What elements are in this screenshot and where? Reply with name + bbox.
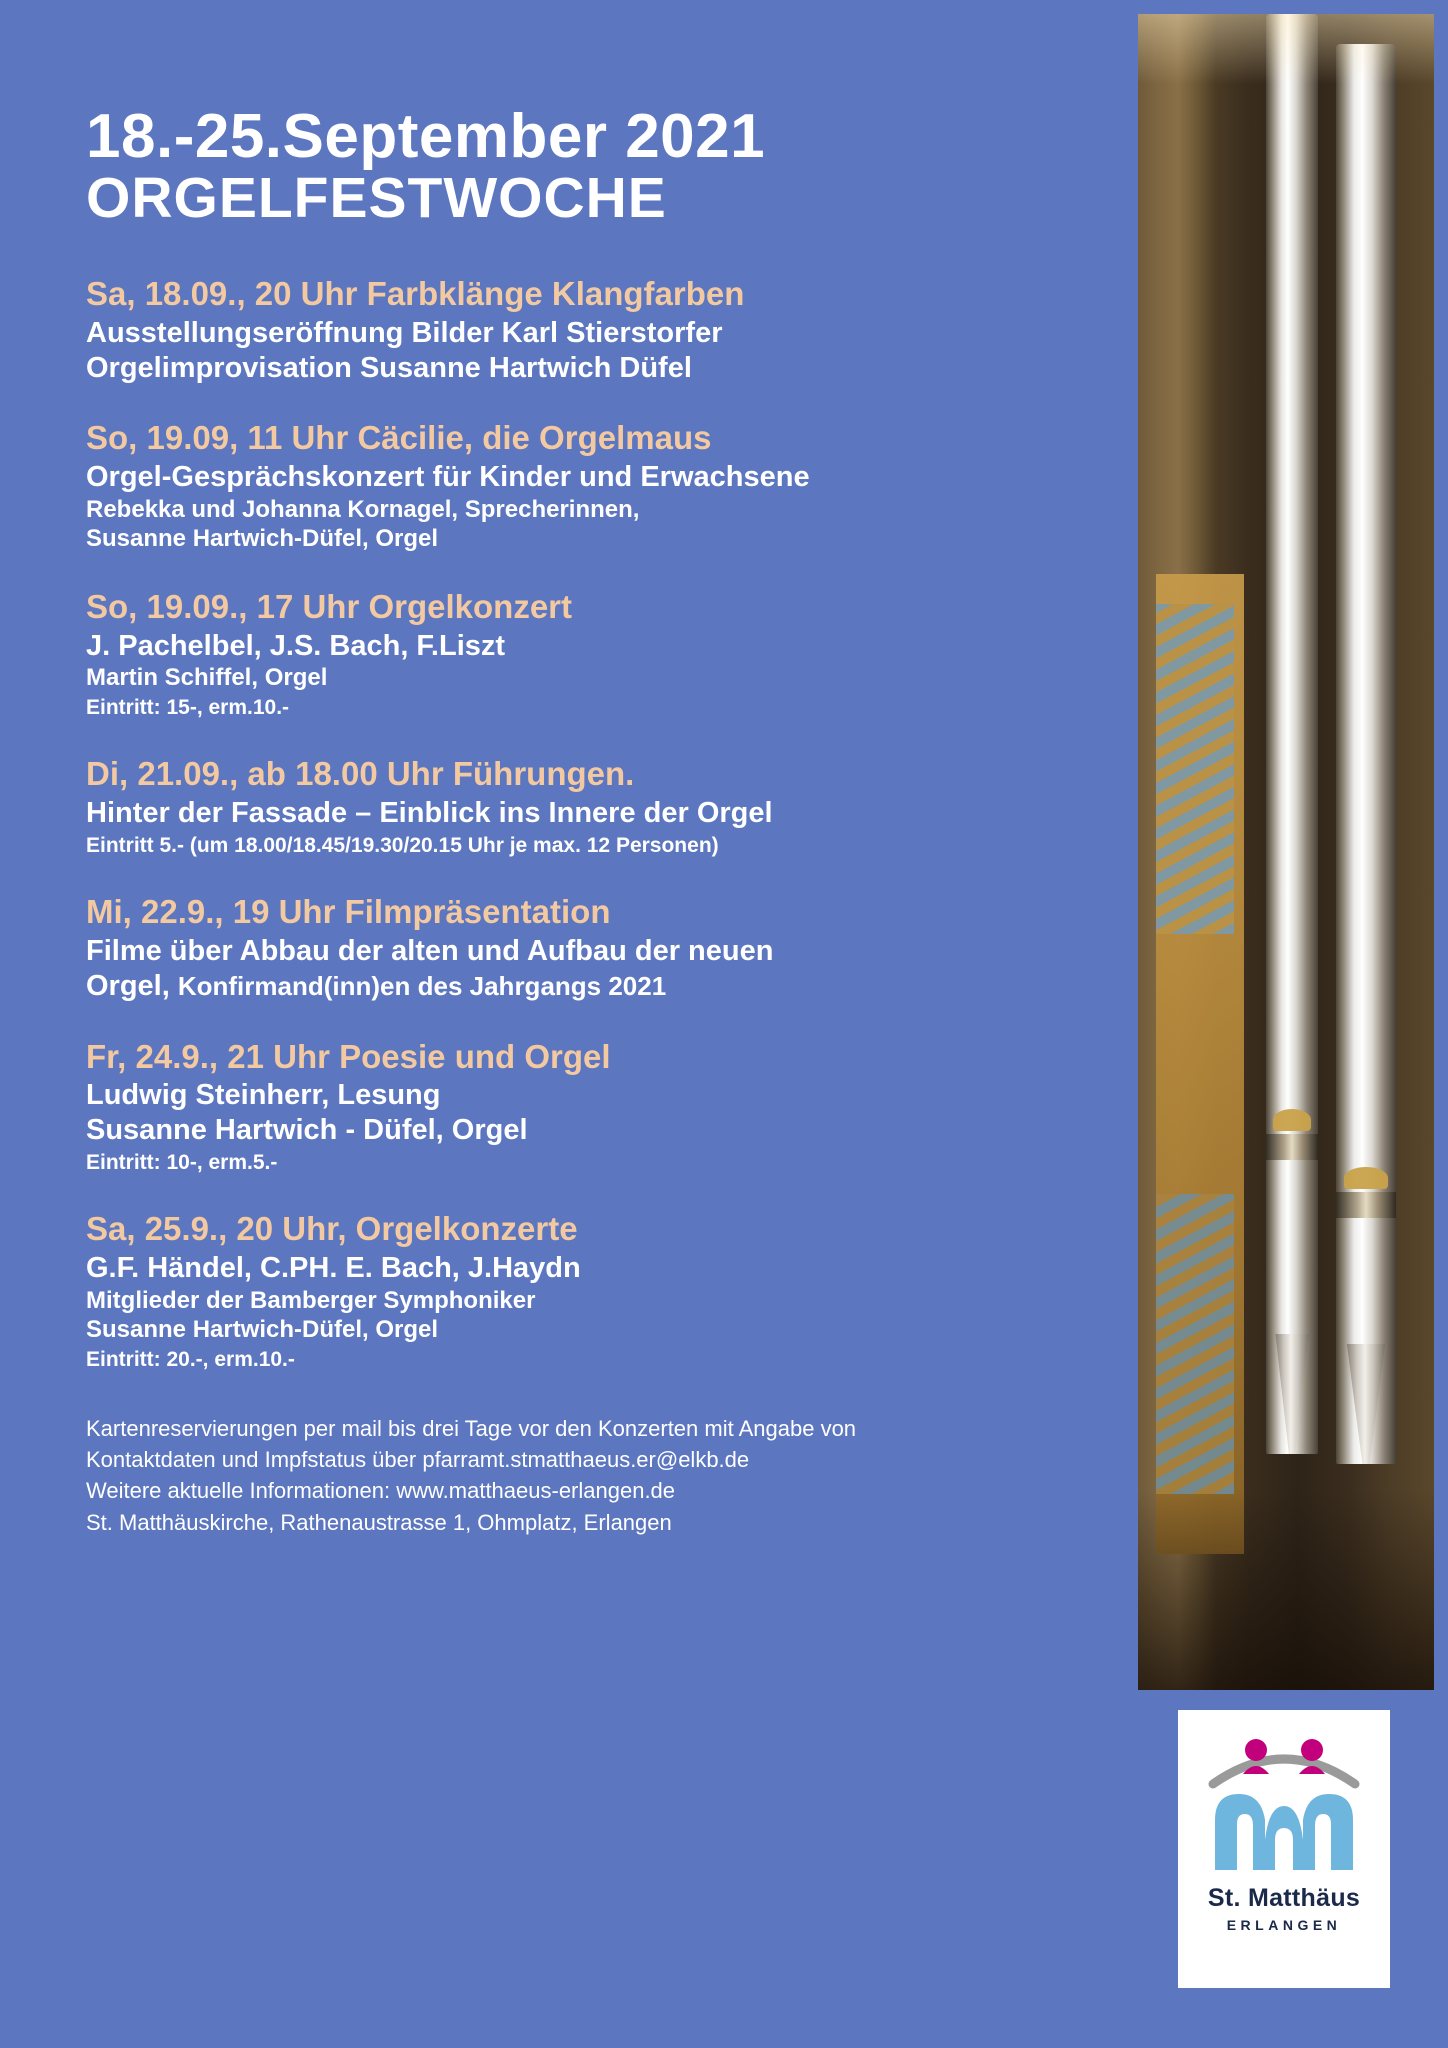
title-line-1: 18.-25.September 2021 [86, 102, 766, 171]
event-price: Eintritt: 15-, erm.10.- [86, 695, 290, 719]
matthaeus-logo-icon [1199, 1728, 1369, 1878]
event-item [86, 275, 1116, 386]
event-item [86, 1210, 1116, 1373]
event-price: Eintritt 5.- (um 18.00/18.45/19.30/20.15 Uhr je max. 12 Personen) [86, 833, 719, 857]
event-heading: Sa, 18.09., 20 Uhr Farbklänge Klangfarben [86, 274, 745, 312]
photo-top-highlight [1138, 14, 1434, 84]
event-item [86, 588, 1116, 721]
event-price: Eintritt: 10-, erm.5.- [86, 1151, 278, 1175]
photo-bottom-shadow [1138, 1490, 1434, 1690]
church-logo [1178, 1710, 1390, 1988]
event-performer-line: Mitglieder der Bamberger Symphoniker [86, 1287, 536, 1315]
organ-pipe-mouth [1344, 1167, 1387, 1189]
footer-info [86, 1413, 1116, 1538]
organ-pipe-right [1336, 44, 1396, 1464]
event-heading: Di, 21.09., ab 18.00 Uhr Führungen. [86, 754, 635, 792]
photo-patterned-panel-upper [1156, 604, 1234, 934]
photo-patterned-panel-lower [1156, 1194, 1234, 1494]
event-item [86, 755, 1116, 859]
event-item [86, 893, 1116, 1004]
event-detail-segment-secondary: Konfirmand(inn)en des Jahrgangs 2021 [177, 970, 667, 1001]
event-heading: Sa, 25.9., 20 Uhr, Orgelkonzerte [86, 1210, 578, 1248]
event-detail-segment: Orgel, [86, 969, 178, 1002]
organ-pipe-band [1266, 1134, 1318, 1160]
event-heading: So, 19.09., 17 Uhr Orgelkonzert [86, 587, 573, 625]
event-detail-line: G.F. Händel, C.PH. E. Bach, J.Haydn [86, 1252, 581, 1285]
event-detail-line: Ausstellungseröffnung Bilder Karl Stierstorfer [86, 316, 723, 349]
footer-line: Kartenreservierungen per mail bis drei Tage vor den Konzerten mit Angabe von [86, 1415, 857, 1441]
footer-line-website: Weitere aktuelle Informationen: www.matthaeus-erlangen.de [86, 1478, 676, 1504]
event-detail-line: Filme über Abbau der alten und Aufbau der neuen [86, 934, 774, 967]
event-performer-line: Rebekka und Johanna Kornagel, Sprecherinnen, [86, 496, 640, 524]
event-price: Eintritt: 20.-, erm.10.- [86, 1347, 295, 1371]
event-detail-line [86, 969, 1116, 1004]
footer-line-address: St. Matthäuskirche, Rathenaustrasse 1, Ohmplatz, Erlangen [86, 1509, 672, 1535]
organ-pipe-mouth [1273, 1109, 1310, 1131]
event-detail-line: Orgel-Gesprächskonzert für Kinder und Erwachsene [86, 461, 810, 494]
event-detail-line: Orgelimprovisation Susanne Hartwich Düfel [86, 351, 692, 384]
event-performer-line: Martin Schiffel, Orgel [86, 664, 328, 692]
event-performer-line: Susanne Hartwich-Düfel, Orgel [86, 525, 439, 553]
event-performer-line: Susanne Hartwich-Düfel, Orgel [86, 1316, 439, 1344]
event-detail-line: Susanne Hartwich - Düfel, Orgel [86, 1114, 528, 1147]
event-item [86, 1038, 1116, 1177]
logo-city: ERLANGEN [1226, 1917, 1342, 1933]
logo-name: St. Matthäus [1207, 1884, 1361, 1912]
event-heading: Fr, 24.9., 21 Uhr Poesie und Orgel [86, 1037, 611, 1075]
page-title [86, 104, 1116, 229]
event-detail-line: Hinter der Fassade – Einblick ins Innere der Orgel [86, 796, 773, 829]
event-heading: Mi, 22.9., 19 Uhr Filmpräsentation [86, 892, 611, 930]
organ-pipe-left [1266, 14, 1318, 1454]
title-line-2: ORGELFESTWOCHE [86, 166, 667, 231]
organ-pipe-foot [1266, 1334, 1318, 1454]
organ-pipe-band [1336, 1192, 1396, 1218]
poster-content [86, 104, 1116, 1538]
event-item [86, 419, 1116, 553]
event-heading: So, 19.09, 11 Uhr Cäcilie, die Orgelmaus [86, 419, 712, 457]
event-detail-line: Ludwig Steinherr, Lesung [86, 1079, 441, 1112]
organ-pipes-photo [1138, 14, 1434, 1690]
footer-line-email: Kontaktdaten und Impfstatus über pfarramt.stmatthaeus.er@elkb.de [86, 1447, 750, 1473]
organ-pipe-foot [1336, 1344, 1396, 1464]
event-detail-line: J. Pachelbel, J.S. Bach, F.Liszt [86, 629, 506, 662]
